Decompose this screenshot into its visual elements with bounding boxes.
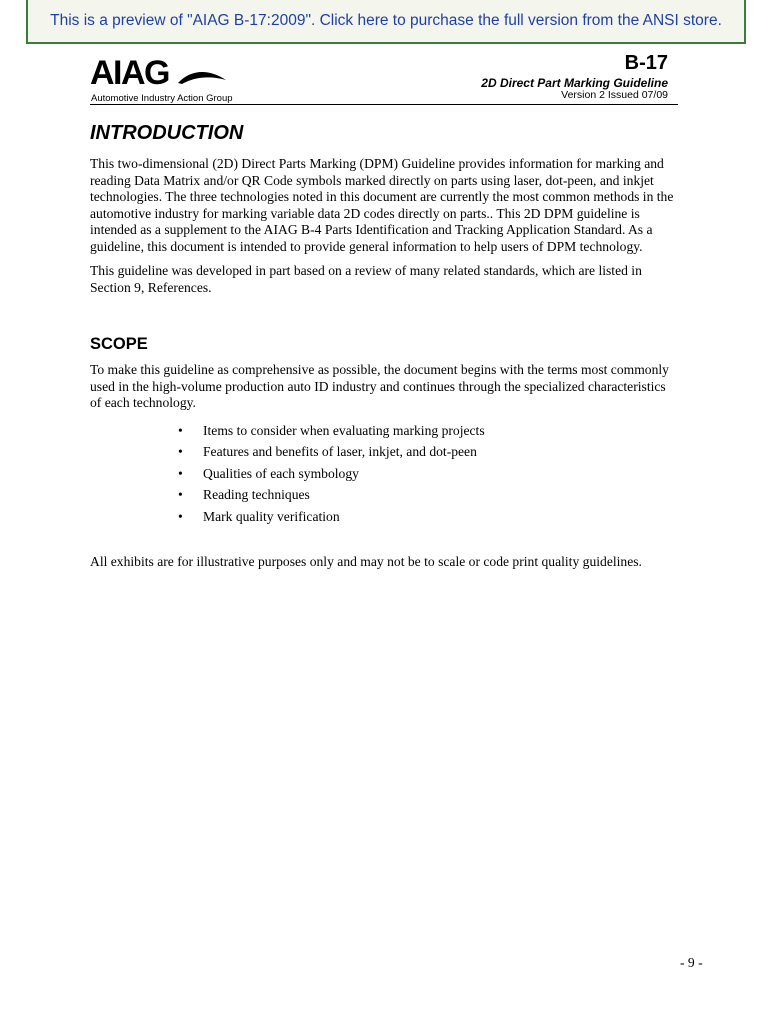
exhibits-note: All exhibits are for illustrative purposes only and may not be to scale or code print quality guidelines. [90, 554, 642, 569]
aiag-logo [90, 54, 250, 102]
list-item [178, 441, 680, 463]
page-content [90, 120, 680, 571]
list-item [178, 420, 680, 442]
introduction-paragraph: This two-dimensional (2D) Direct Parts Marking (DPM) Guideline provides information for marking and reading Data Matrix and/or QR Code symbols marked directly on parts using laser, dot-peen, and inkjet technologies. The three technologies noted in this document are currently the most common methods in the automotive industry for marking variable data 2D codes directly on parts.. This 2D DPM guideline is intended as a supplement to the AIAG B-4 Parts Identification and Tracking Application Standard. As a guideline, this document is intended to provide general information to help users of DPM technology. [90, 156, 674, 254]
header-divider [90, 104, 678, 105]
logo-swoosh-icon [178, 72, 226, 84]
purchase-preview-banner[interactable] [26, 0, 746, 44]
aiag-logo-icon [90, 54, 230, 90]
scope-paragraph: To make this guideline as comprehensive as possible, the document begins with the terms most commonly used in the high-volume production auto ID industry and continues through the specialized characteristics of each technology. [90, 362, 669, 410]
logo-subtitle: Automotive Industry Action Group [91, 93, 233, 104]
bullet-icon: • [178, 422, 183, 438]
bullet-icon: • [178, 444, 183, 459]
document-header [90, 52, 678, 104]
list-item-text: Items to consider when evaluating marking projects [203, 422, 485, 438]
list-item [178, 463, 680, 485]
logo-wordmark: AIAG [90, 54, 169, 90]
list-item-text: Features and benefits of laser, inkjet, and dot-peen [203, 444, 477, 459]
page-number: - 9 - [680, 955, 703, 970]
list-item-text: Mark quality verification [203, 508, 340, 524]
scope-bullet-list [90, 420, 680, 528]
list-item [178, 484, 680, 506]
scope-heading: SCOPE [90, 335, 148, 353]
document-version: Version 2 Issued 07/09 [561, 89, 668, 101]
introduction-heading: INTRODUCTION [90, 122, 244, 144]
list-item-text: Reading techniques [203, 487, 310, 502]
banner-text[interactable]: This is a preview of "AIAG B-17:2009". Click here to purchase the full version from the ANSI store. [50, 12, 722, 29]
document-title: 2D Direct Part Marking Guideline [481, 76, 668, 90]
document-code: B-17 [624, 52, 668, 74]
list-item-text: Qualities of each symbology [203, 465, 359, 481]
list-item [178, 506, 680, 528]
bullet-icon: • [178, 487, 183, 502]
bullet-icon: • [178, 508, 183, 524]
introduction-paragraph: This guideline was developed in part based on a review of many related standards, which are listed in Section 9, References. [90, 263, 642, 295]
bullet-icon: • [178, 465, 183, 481]
